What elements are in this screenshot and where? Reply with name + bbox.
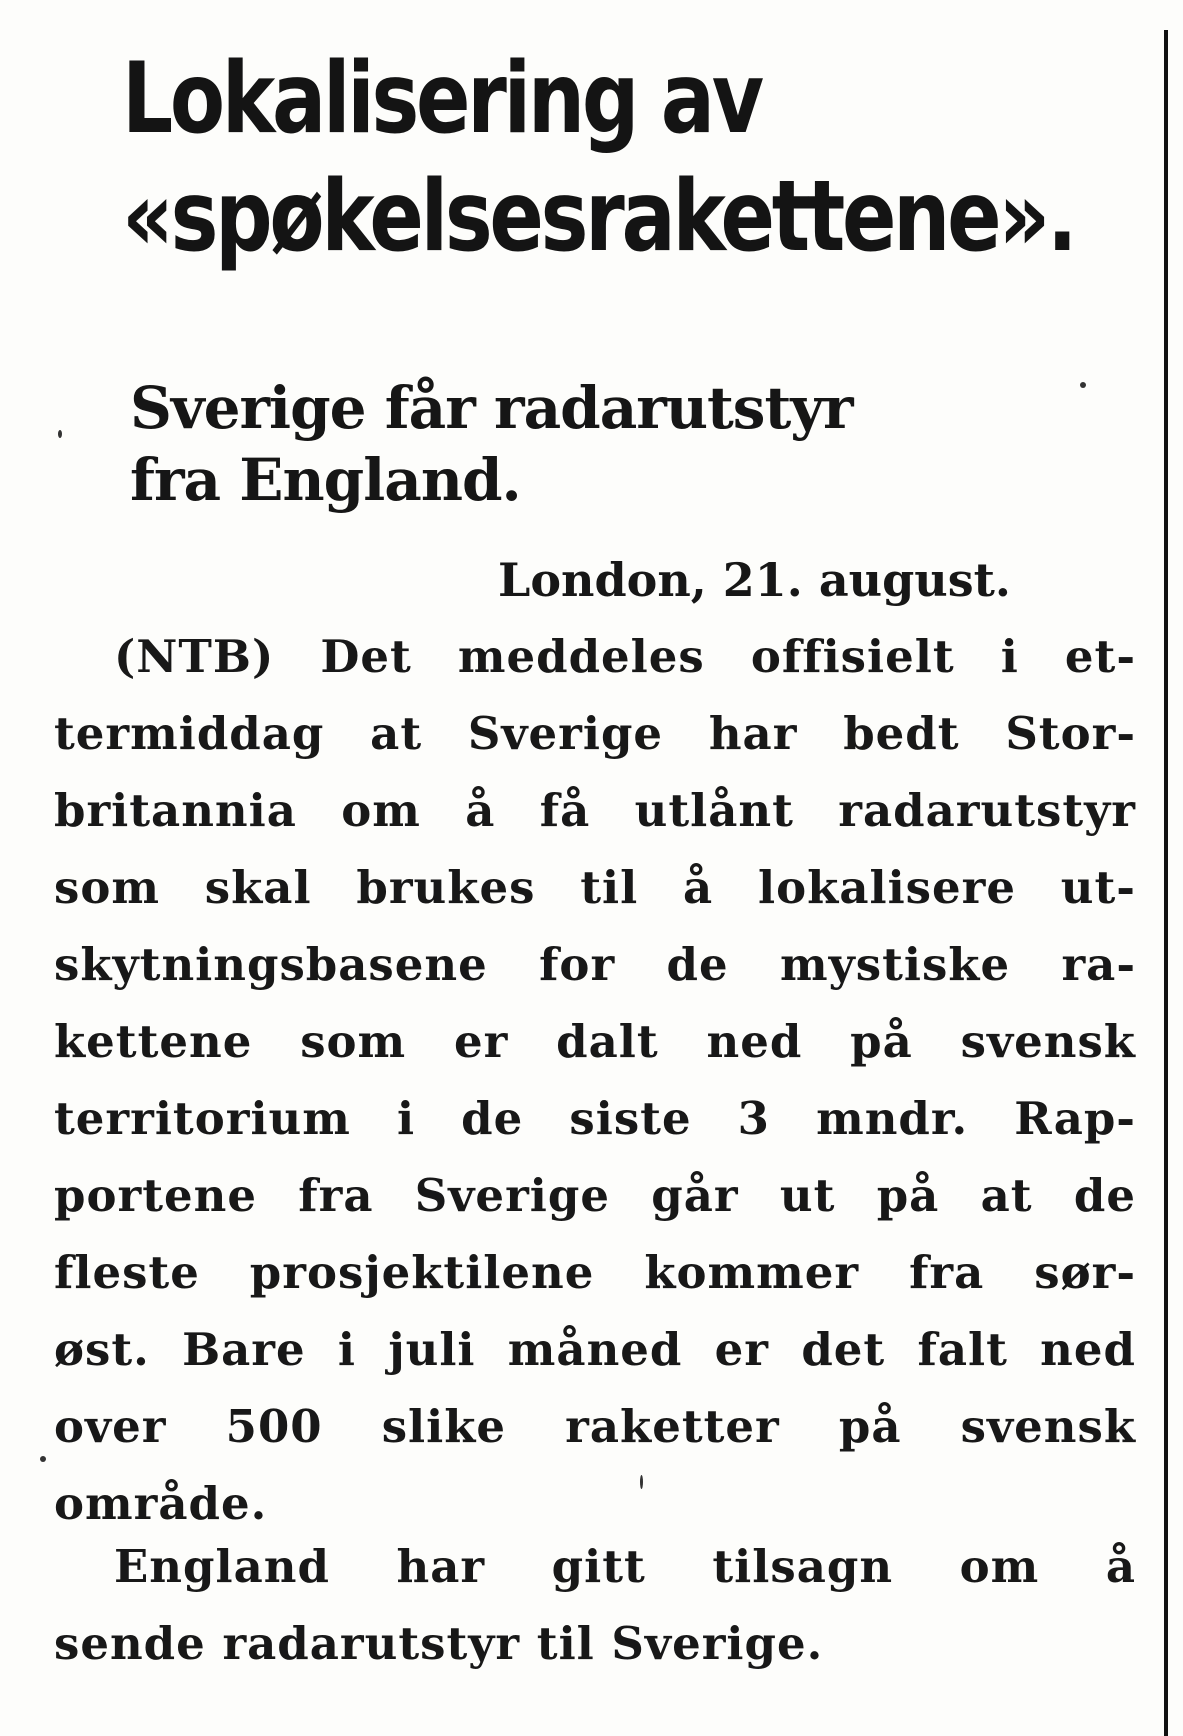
text-line: øst. Bare i juli måned er det falt ned [54, 1323, 1136, 1376]
print-speck [58, 430, 62, 438]
text-line: territorium i de siste 3 mndr. Rap- [54, 1092, 1136, 1145]
text-line: termiddag at Sverige har bedt Stor- [54, 707, 1136, 760]
text-line: fleste prosjektilene kommer fra sør- [54, 1246, 1136, 1299]
text-line: som skal brukes til å lokalisere ut- [54, 861, 1136, 914]
text-line: sende radarutstyr til Sverige. [54, 1617, 824, 1670]
text-line: over 500 slike raketter på svensk [54, 1400, 1136, 1453]
text-line: England har gitt tilsagn om å [114, 1540, 1136, 1593]
article-paragraph-2 [54, 1528, 1136, 1682]
text-line: (NTB) Det meddeles offisielt i et- [114, 630, 1136, 683]
text-line: skytningsbasene for de mystiske ra- [54, 938, 1136, 991]
text-line: portene fra Sverige går ut på at de [54, 1169, 1136, 1222]
subheadline [130, 372, 853, 516]
text-line: kettene som er dalt ned på svensk [54, 1015, 1136, 1068]
print-speck [640, 1475, 643, 1489]
print-speck [1080, 382, 1086, 388]
headline-line-1: Lokalisering av [122, 42, 761, 156]
dateline: London, 21. august. [498, 553, 1011, 607]
column-rule [1164, 30, 1168, 1736]
headline-line-2: «spøkelsesrakettene». [122, 160, 1075, 274]
subheadline-line-1: Sverige får radarutstyr [130, 374, 853, 442]
headline [122, 40, 1074, 276]
print-speck [40, 1456, 46, 1462]
article-paragraph-1 [54, 618, 1136, 1542]
text-line: område. [54, 1477, 268, 1530]
text-line: britannia om å få utlånt radarutstyr [54, 784, 1136, 837]
subheadline-line-2: fra England. [130, 446, 521, 514]
